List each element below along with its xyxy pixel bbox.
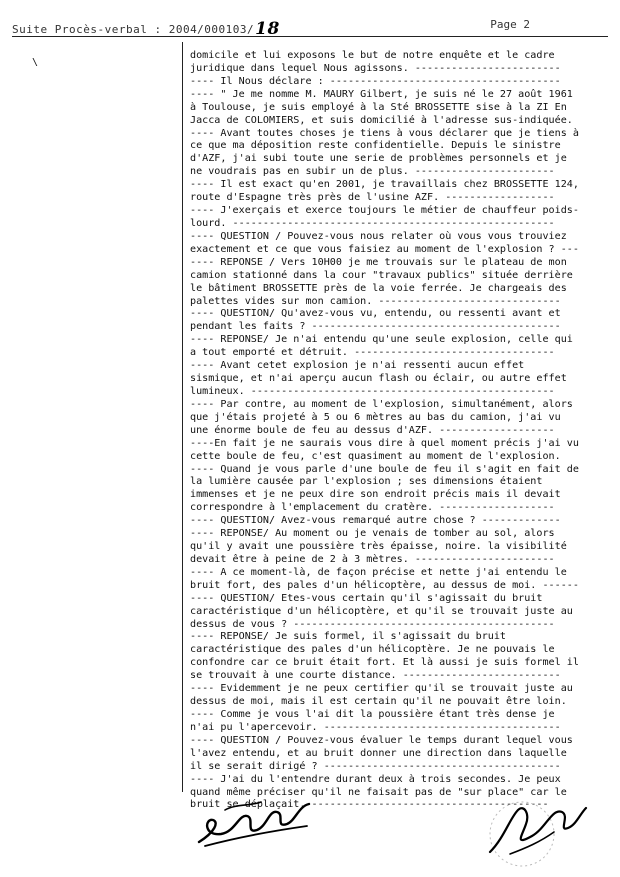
statement-line: ---- A ce moment-là, de façon précise et nette j'ai entendu le (190, 566, 567, 578)
statement-line: immenses et je ne peux dire son endroit précis mais il devait (190, 489, 561, 501)
statement-line: il se serait dirigé ? --------------------------------------- (190, 760, 561, 772)
statement-line: ---- QUESTION/ Etes-vous certain qu'il s'agissait du bruit (190, 592, 543, 604)
statement-line: qu'il y avait une poussière très épaisse, noire. la visibilité (190, 541, 567, 553)
statement-line: ---- REPONSE/ Je n'ai entendu qu'une seule explosion, celle qui (190, 334, 573, 346)
statement-line: sismique, et n'ai aperçu aucun flash ou éclair, ou autre effet (190, 373, 567, 385)
statement-line: bruit se déplaçait. --------------------------------------- (190, 799, 549, 811)
statement-line: dessus de moi, mais il est certain qu'il ne pouvait être loin. (190, 696, 567, 708)
margin-rule (182, 42, 183, 792)
statement-line: ---- QUESTION/ Avez-vous remarqué autre chose ? ------------- (190, 515, 561, 527)
statement-line: correspondre à l'emplacement du cratère. ------------------- (190, 502, 555, 514)
signature-right-icon (470, 792, 590, 872)
statement-line: ---- QUESTION / Pouvez-vous nous relater où vous vous trouviez (190, 230, 567, 242)
statement-line: ---- J'ai du l'entendre durant deux à trois secondes. Je peux (190, 773, 561, 785)
statement-line: ---- QUESTION/ Qu'avez-vous vu, entendu, ou ressenti avant et (190, 308, 561, 320)
statement-line: l'avez entendu, et au bruit donner une direction dans laquelle (190, 747, 567, 759)
page-number-label: Page 2 (490, 18, 530, 31)
statement-line: une énorme boule de feu au dessus d'AZF. ------------------- (190, 424, 555, 436)
statement-line: la lumière causée par l'explosion ; ses dimensions étaient (190, 476, 543, 488)
statement-line: a tout emporté et détruit. --------------------------------- (190, 347, 555, 359)
statement-line: ---- Par contre, au moment de l'explosion, simultanément, alors (190, 398, 573, 410)
statement-line: camion stationné dans la cour "travaux publics" située derrière (190, 269, 573, 281)
statement-line: route d'Espagne très près de l'usine AZF. ------------------ (190, 192, 555, 204)
statement-line: ---- QUESTION / Pouvez-vous évaluer le temps durant lequel vous (190, 734, 573, 746)
statement-line: n'ai pu l'apercevoir. --------------------------------------- (190, 721, 561, 733)
statement-line: domicile et lui exposons le but de notre enquête et le cadre (190, 50, 555, 61)
header-reference-text: Suite Procès-verbal : 2004/000103/ (12, 23, 255, 36)
signature-left-icon (195, 792, 315, 852)
statement-line: ---- Il est exact qu'en 2001, je travaillais chez BROSSETTE 124, (190, 179, 579, 191)
header-rule (12, 36, 608, 37)
statement-line: caractéristique des pales d'un hélicoptère. Je ne pouvais le (190, 644, 555, 656)
margin-mark: \ (32, 57, 39, 68)
header-reference (12, 18, 280, 38)
statement-line: se trouvait à une courte distance. -------------------------- (190, 670, 561, 682)
statement-line: ---- Avant toutes choses je tiens à vous déclarer que je tiens à (190, 127, 579, 139)
statement-line: à Toulouse, je suis employé à la Sté BROSSETTE sise à la ZI En (190, 101, 567, 113)
statement-line: d'AZF, j'ai subi toute une serie de problèmes personnels et je (190, 153, 567, 165)
statement-line: lumineux. -------------------------------------------------- (190, 385, 555, 397)
statement-line: ne voudrais pas en subir un de plus. ----------------------- (190, 166, 555, 178)
statement-line: ---- Il Nous déclare : -------------------------------------- (190, 75, 561, 87)
statement-line: exactement et ce que vous faisiez au moment de l'explosion ? --- (190, 243, 579, 255)
statement-line: ---- Quand je vous parle d'une boule de feu il s'agit en fait de (190, 463, 579, 475)
statement-line: ---- Evidemment je ne peux certifier qu'il se trouvait juste au (190, 683, 573, 695)
statement-line: devait être à peine de 2 à 3 mètres. ----------------------- (190, 553, 555, 565)
statement-line: dessus de vous ? ------------------------------------------- (190, 618, 555, 630)
statement-line: bruit fort, des pales d'un hélicoptère, au dessus de moi. ------ (190, 579, 579, 591)
handwritten-page-number: 18 (255, 19, 280, 39)
statement-line: le bâtiment BROSSETTE près de la voie ferrée. Je chargeais des (190, 282, 567, 294)
page-header (12, 14, 608, 39)
statement-line: ---- REPONSE/ Au moment ou je venais de tomber au sol, alors (190, 528, 555, 540)
statement-line: ----En fait je ne saurais vous dire à quel moment précis j'ai vu (190, 437, 579, 449)
statement-line: ---- Avant cetet explosion je n'ai ressenti aucun effet (190, 360, 525, 372)
statement-line: cette boule de feu, c'est quasiment au moment de l'explosion. (190, 450, 561, 462)
statement-line: que j'étais projeté à 5 ou 6 mètres au bas du camion, j'ai vu (190, 411, 561, 423)
statement-line: Jacca de COLOMIERS, et suis domicilié à l'adresse sus-indiquée. (190, 114, 573, 126)
statement-line: quand même préciser qu'il ne faisait pas de "sur place" car le (190, 786, 567, 798)
statement-line: juridique dans lequel Nous agissons. ------------------------ (190, 62, 561, 74)
statement-line: palettes vides sur mon camion. ------------------------------ (190, 295, 561, 307)
statement-line: confondre car ce bruit était fort. Et là aussi je suis formel il (190, 657, 579, 669)
statement-line: ---- J'exerçais et exerce toujours le métier de chauffeur poids- (190, 205, 579, 217)
statement-line: caractéristique d'un hélicoptère, et qu'il se trouvait juste au (190, 605, 573, 617)
statement-line: ---- Comme je vous l'ai dit la poussière étant très dense je (190, 709, 555, 721)
statement-line: lourd. ----------------------------------------------------- (190, 217, 555, 229)
statement-line: ---- REPONSE / Vers 10H00 je me trouvais sur le plateau de mon (190, 256, 567, 268)
statement-line: ce que ma déposition reste confidentielle. Depuis le sinistre (190, 140, 561, 152)
statement-body (190, 50, 598, 812)
statement-line: ---- REPONSE/ Je suis formel, il s'agissait du bruit (190, 631, 507, 643)
statement-line: pendant les faits ? ----------------------------------------- (190, 321, 561, 333)
statement-line: ---- " Je me nomme M. MAURY Gilbert, je suis né le 27 août 1961 (190, 88, 573, 100)
